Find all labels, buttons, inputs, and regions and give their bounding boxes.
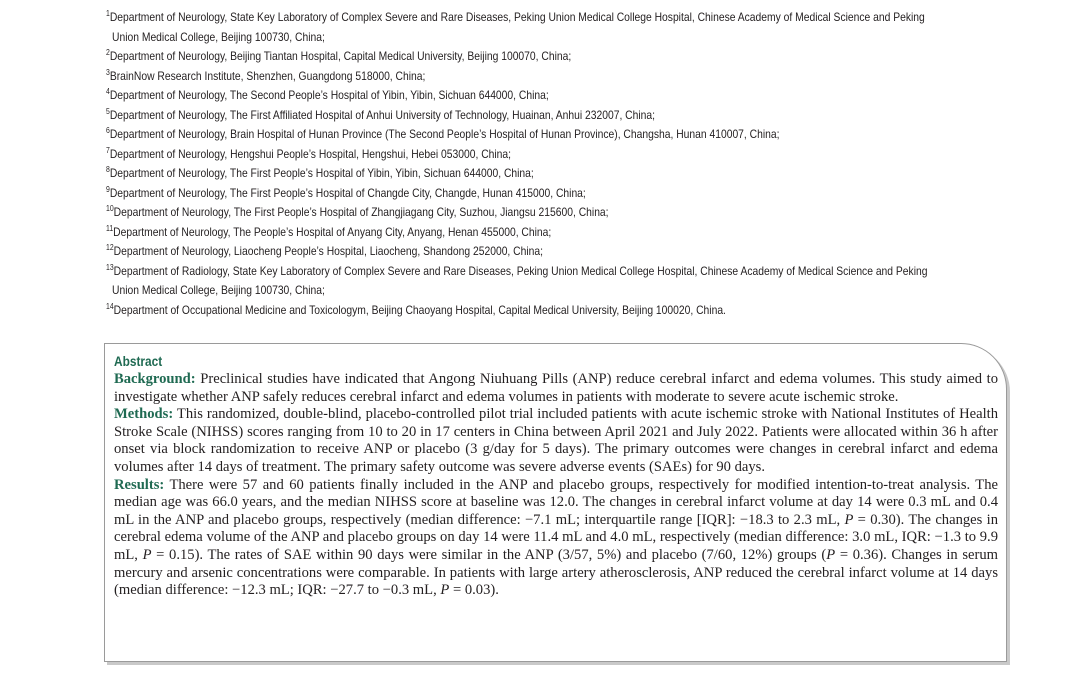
affiliation-item: [106, 106, 1000, 126]
affiliation-text: BrainNow Research Institute, Shenzhen, Guangdong 518000, China;: [109, 68, 426, 83]
affiliation-text: Department of Neurology, The Second People’s Hospital of Yibin, Yibin, Sichuan 644000, China;: [109, 88, 549, 102]
affiliation-item: [106, 223, 1000, 243]
affiliation-item: [106, 242, 1000, 262]
results-text: = 0.36). Changes in serum mercury and arsenic concentrations were comparable. In patients with large artery atherosclerosis, ANP reduced the cerebral infarct volume at 14 days (median difference: −12.3 mL; IQR: −27.7 to −0.3 mL,: [114, 546, 998, 599]
affiliation-text: Department of Occupational Medicine and Toxicologym, Beijing Chaoyang Hospital, Capital Medical University, Beijing 100020, China.: [113, 302, 726, 317]
affiliation-item: [106, 125, 1000, 145]
p-value-symbol: P: [440, 582, 450, 599]
affiliation-number: 9: [106, 184, 110, 194]
affiliation-number: 3: [106, 67, 110, 77]
p-value-symbol: P: [826, 546, 836, 563]
affiliation-text-continued: Union Medical College, Beijing 100730, China;: [112, 283, 325, 297]
affiliation-text: Department of Neurology, The People’s Hospital of Anyang City, Anyang, Henan 455000, China;: [113, 224, 552, 239]
affiliation-text: Department of Neurology, The First People’s Hospital of Zhangjiagang City, Suzhou, Jiangsu 215600, China;: [113, 205, 609, 219]
abstract-heading: Abstract: [114, 354, 163, 369]
affiliation-number: 5: [106, 106, 110, 116]
affiliation-list: [106, 8, 1000, 320]
affiliation-item: [106, 86, 1000, 106]
affiliation-number: 7: [106, 145, 110, 155]
affiliation-number: 10: [106, 204, 114, 213]
results-text: = 0.03).: [449, 582, 499, 599]
affiliation-number: 1: [106, 9, 110, 18]
affiliation-item: [106, 164, 1000, 184]
affiliation-number: 11: [106, 223, 114, 233]
abstract-results: [114, 477, 998, 600]
affiliation-text: Department of Neurology, Liaocheng People’s Hospital, Liaocheng, Shandong 252000, China;: [113, 244, 544, 258]
affiliation-number: 13: [106, 262, 114, 272]
affiliation-item: [106, 203, 1000, 223]
affiliation-number: 8: [106, 165, 110, 174]
background-label: Background:: [114, 371, 196, 387]
affiliation-item: [106, 301, 1000, 321]
affiliation-text: Department of Neurology, Brain Hospital of Hunan Province (The Second People’s Hospital of Hunan Province), Changsha, Hunan 410007, China;: [109, 127, 780, 141]
affiliation-number: 4: [106, 87, 110, 96]
background-text: Preclinical studies have indicated that Angong Niuhuang Pills (ANP) reduce cerebral infarct and edema volumes. This study aimed to investigate whether ANP safely reduces cerebral infarct and edema volumes in patients with moderate to severe acute ischemic stroke.: [114, 371, 998, 405]
affiliation-text: Department of Neurology, State Key Laboratory of Complex Severe and Rare Diseases, Peking Union Medical College Hospital, Chinese Academy of Medical Science and Peking: [109, 10, 925, 24]
abstract-methods: [114, 406, 998, 476]
affiliation-item: [106, 8, 1000, 47]
affiliation-number: 14: [106, 301, 114, 311]
affiliation-number: 6: [106, 126, 110, 135]
methods-label: Methods:: [114, 406, 174, 423]
affiliation-item: [106, 184, 1000, 204]
affiliation-text: Department of Neurology, Beijing Tiantan Hospital, Capital Medical University, Beijing 100070, China;: [109, 49, 572, 63]
p-value-symbol: P: [844, 511, 854, 528]
affiliation-item: [106, 262, 1000, 301]
affiliation-text: Department of Neurology, The First People’s Hospital of Yibin, Yibin, Sichuan 644000, China;: [109, 166, 534, 180]
affiliation-item: [106, 47, 1000, 67]
p-value-symbol: P: [142, 546, 152, 563]
abstract-box: [104, 343, 1007, 662]
affiliation-item: [106, 67, 1000, 87]
affiliation-text: Department of Neurology, The First Affiliated Hospital of Anhui University of Technology, Huainan, Anhui 232007, China;: [109, 107, 656, 122]
methods-text: This randomized, double-blind, placebo-controlled pilot trial included patients with acute ischemic stroke with National Institutes of Health Stroke Scale (NIHSS) scores ranging from 10 to 20 in 17 centers in China between April 2021 and July 2022. Patients were allocated within 36 h after onset via block randomization to receive ANP or placebo (3 g/day for 5 days). The primary outcomes were changes in cerebral infarct and edema volumes after 14 days of treatment. The primary safety outcome was severe adverse events (SAEs) for 90 days.: [114, 406, 998, 475]
abstract-body: [114, 353, 998, 600]
affiliation-text-continued: Union Medical College, Beijing 100730, China;: [112, 29, 325, 44]
results-text: = 0.30). The changes in cerebral edema volume of the ANP and placebo groups on day 14 were 11.4 mL and 4.0 mL, respectively (median difference: 3.0 mL, IQR: −1.3 to 9.9 mL,: [114, 511, 998, 563]
results-text: = 0.15). The rates of SAE within 90 days were similar in the ANP (3/57, 5%) and placebo (7/60, 12%) groups (: [151, 546, 827, 563]
affiliation-item: [106, 145, 1000, 165]
results-label: Results:: [114, 476, 165, 493]
affiliation-text: Department of Neurology, Hengshui People’s Hospital, Hengshui, Hebei 053000, China;: [109, 146, 512, 161]
abstract-background: [114, 371, 998, 406]
affiliation-number: 12: [106, 243, 114, 252]
affiliation-text: Department of Neurology, The First People’s Hospital of Changde City, Changde, Hunan 415000, China;: [109, 185, 586, 200]
affiliation-number: 2: [106, 48, 110, 57]
affiliation-text: Department of Radiology, State Key Laboratory of Complex Severe and Rare Diseases, Peking Union Medical College Hospital, Chinese Academy of Medical Science and Peking: [113, 263, 928, 278]
results-text: There were 57 and 60 patients finally included in the ANP and placebo groups, respectively for modified intention-to-treat analysis. The median age was 66.0 years, and the median NIHSS score at baseline was 12.0. The changes in cerebral infarct volume at day 14 were 0.3 mL and 0.4 mL in the ANP and placebo groups, respectively (median difference: −7.1 mL; interquartile range [IQR]: −18.3 to 2.3 mL,: [114, 476, 998, 528]
